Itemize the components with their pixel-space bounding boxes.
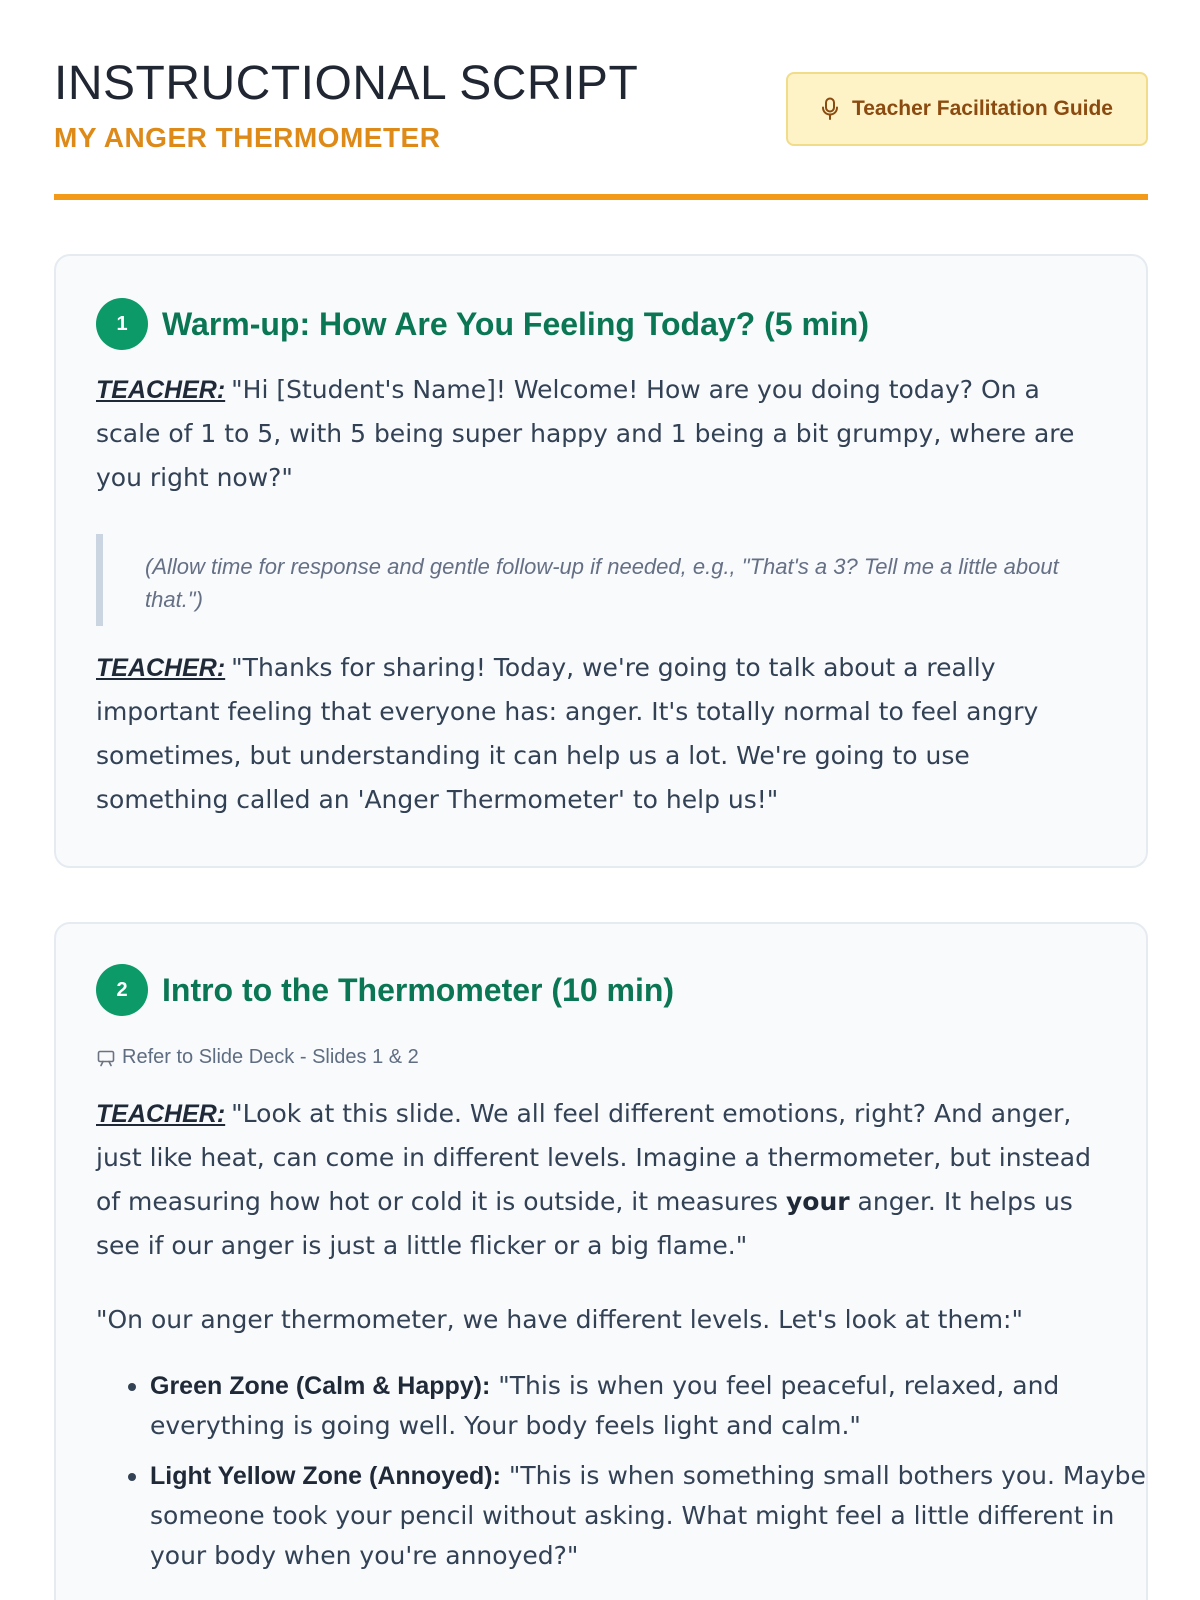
zone-description: "This is when you feel peaceful, relaxed, and everything is going well. Your body feels light and calm." [150, 1371, 1060, 1440]
section-heading [96, 964, 674, 1016]
teacher-label: TEACHER: [96, 654, 226, 682]
section-number-badge: 2 [96, 964, 148, 1016]
anger-level-list-item [150, 1366, 1150, 1446]
microphone-icon [821, 97, 839, 121]
document-header [54, 50, 1148, 190]
section-intro-thermometer [54, 922, 1148, 1600]
teacher-script-text: "Hi [Student's Name]! Welcome! How are you doing today? On a scale of 1 to 5, with 5 being super happy and 1 being a bit grumpy, where are you right now?" [96, 375, 1075, 492]
slide-reference-text: Refer to Slide Deck - Slides 1 & 2 [122, 1046, 419, 1068]
teacher-script-text-after: anger. It helps us see if our anger is just a little flicker or a big flame." [96, 1187, 1073, 1260]
facilitation-note: (Allow time for response and gentle follow-up if needed, e.g., "That's a 3? Tell me a little about that.") [96, 534, 1106, 626]
section-title: Warm-up: How Are You Feeling Today? (5 min) [162, 305, 869, 342]
section-warm-up [54, 254, 1148, 868]
teacher-facilitation-guide-badge [786, 72, 1148, 146]
script-paragraph: "On our anger thermometer, we have different levels. Let's look at them:" [96, 1305, 1023, 1334]
section-heading [96, 298, 869, 350]
teacher-script-paragraph [96, 368, 1106, 500]
section-title: Intro to the Thermometer (10 min) [162, 971, 675, 1008]
anger-level-list-item [150, 1456, 1150, 1576]
section-number-badge: 1 [96, 298, 148, 350]
zone-description: "This is when something small bothers you. Maybe someone took your pencil without asking. What might feel a little different in your body when you're annoyed?" [150, 1461, 1146, 1570]
document-subtitle: MY ANGER THERMOMETER [54, 122, 441, 153]
anger-levels-list [120, 1366, 1150, 1586]
header-divider [54, 194, 1148, 200]
zone-name: Light Yellow Zone (Annoyed): [150, 1462, 501, 1490]
zone-name: Green Zone (Calm & Happy): [150, 1372, 491, 1400]
presentation-icon [96, 1048, 116, 1068]
slide-deck-reference [96, 1046, 419, 1069]
teacher-script-text: "Thanks for sharing! Today, we're going to talk about a really important feeling that everyone has: anger. It's totally normal to feel angry sometimes, but understanding it can help us a lot. We're going to use something called an 'Anger Thermometer' to help us!" [96, 653, 1039, 814]
teacher-label: TEACHER: [96, 376, 226, 404]
emphasized-word: your [785, 1187, 850, 1216]
teacher-label: TEACHER: [96, 1100, 226, 1128]
teacher-script-text-before: "Look at this slide. We all feel different emotions, right? And anger, just like heat, can come in different levels. Imagine a thermometer, but instead of measuring how hot or cold it is outside, it measures [96, 1099, 1091, 1216]
document-title: INSTRUCTIONAL SCRIPT [54, 57, 639, 110]
teacher-script-paragraph [96, 1092, 1106, 1268]
guide-label: Teacher Facilitation Guide [851, 97, 1113, 120]
teacher-script-paragraph [96, 646, 1106, 822]
